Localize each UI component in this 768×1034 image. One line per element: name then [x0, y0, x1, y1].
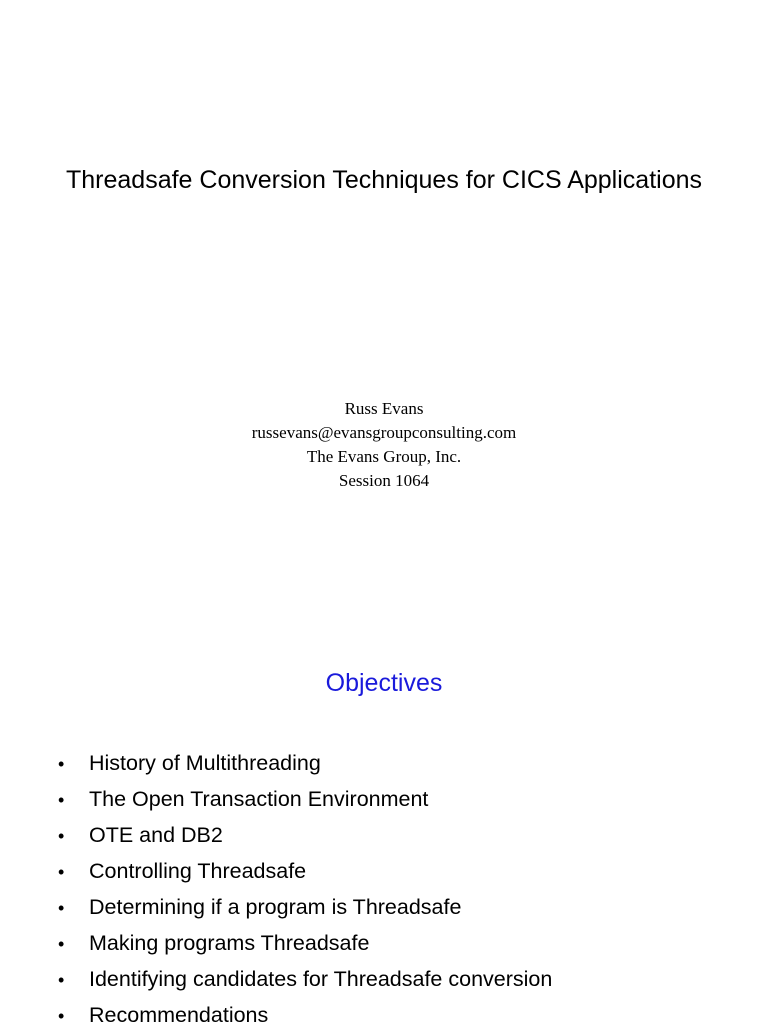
objectives-title: Objectives: [325, 669, 443, 697]
bullet-icon: •: [58, 898, 65, 918]
bullet-icon: •: [58, 754, 65, 774]
list-item-text: Recommendations: [89, 1003, 269, 1027]
list-item-text: History of Multithreading: [89, 751, 321, 775]
list-item: [58, 926, 552, 962]
list-item: [58, 998, 552, 1034]
list-item-text: The Open Transaction Environment: [89, 787, 429, 811]
author-email: russevans@evansgroupconsulting.com: [251, 423, 517, 442]
list-item: [58, 818, 552, 854]
list-item-text: Making programs Threadsafe: [89, 931, 370, 955]
list-item-text: Controlling Threadsafe: [89, 859, 307, 883]
list-item: [58, 782, 552, 818]
objectives-slide: [0, 620, 768, 1027]
bullet-icon: •: [58, 790, 65, 810]
company-name: The Evans Group, Inc.: [306, 447, 462, 466]
list-item-text: OTE and DB2: [89, 823, 223, 847]
bullet-icon: •: [58, 862, 65, 882]
presentation-title: Threadsafe Conversion Techniques for CICS Applications: [66, 166, 702, 194]
list-item: [58, 746, 552, 782]
list-item: [58, 854, 552, 890]
bullet-icon: •: [58, 934, 65, 954]
bullet-icon: •: [58, 826, 65, 846]
author-block: [0, 397, 768, 493]
bullet-icon: •: [58, 1006, 65, 1026]
list-item: [58, 890, 552, 926]
session-number: Session 1064: [338, 471, 430, 490]
objectives-list: [58, 746, 552, 1034]
list-item-text: Identifying candidates for Threadsafe conversion: [89, 967, 553, 991]
list-item-text: Determining if a program is Threadsafe: [89, 895, 462, 919]
list-item: [58, 962, 552, 998]
bullet-icon: •: [58, 970, 65, 990]
author-name: Russ Evans: [344, 399, 424, 418]
